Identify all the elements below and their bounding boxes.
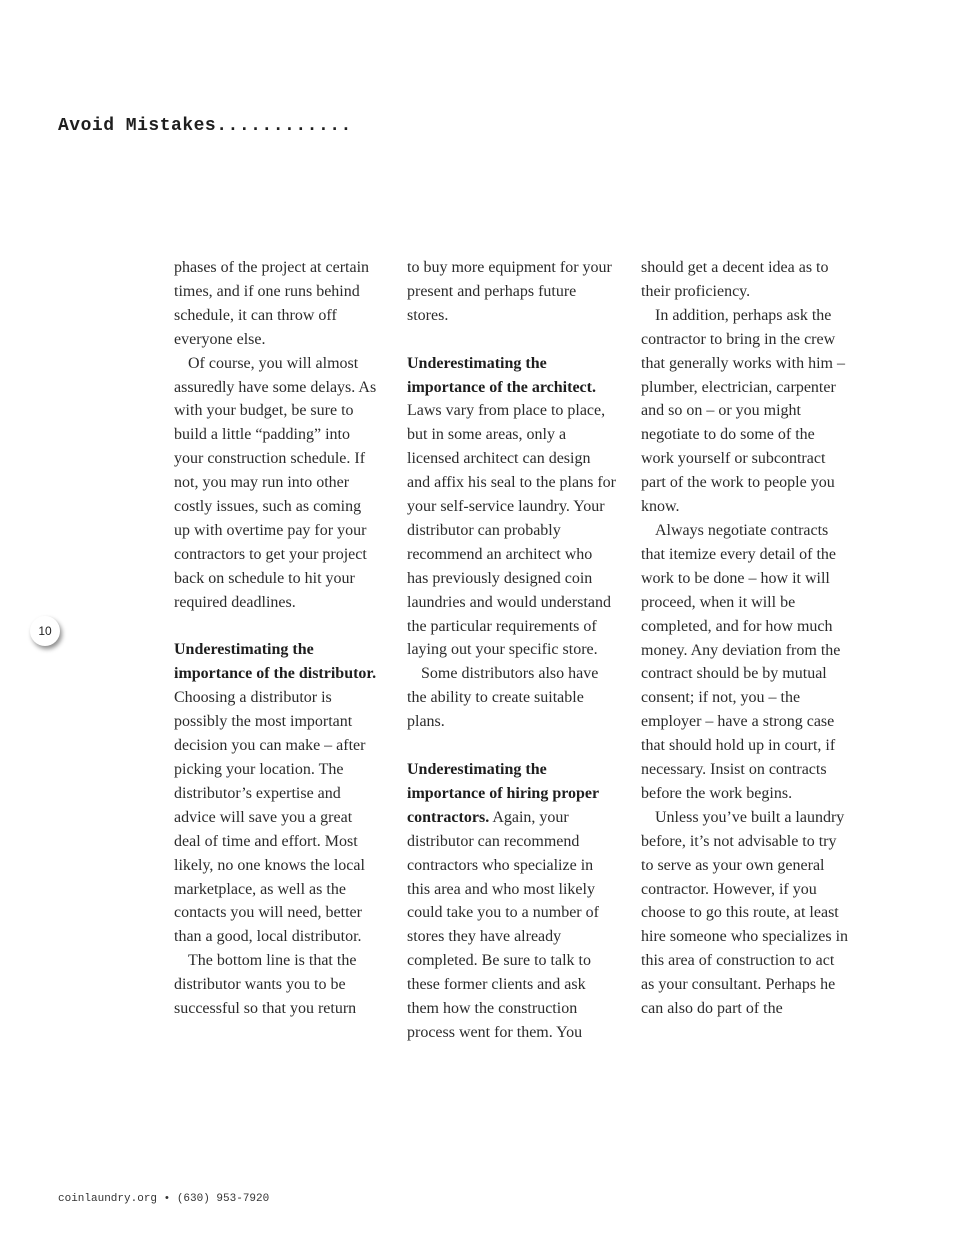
paragraph [174,638,379,686]
text-column-1 [174,256,379,1021]
subheading-architect: Underestimating the importance of the architect. [407,354,596,396]
paragraph: Some distributors also have the ability to create suitable plans. [407,665,599,731]
paragraph [407,758,617,1045]
paragraph-text: Again, your distributor can recommend contractors who specialize in this area and who most likely could take you to a number of stores they have already completed. Be sure to talk to these former clients and ask them how the construction process went for them. You [407,808,599,1041]
page-number-badge: 10 [30,616,60,646]
paragraph: to buy more equipment for your present and perhaps future stores. [407,259,612,324]
paragraph: phases of the project at certain times, and if one runs behind schedule, it can throw off everyone else. [174,259,370,348]
section-title: Avoid Mistakes............ [58,116,352,136]
subheading-contractors: Underestimating the importance of hiring proper contractors. [407,761,599,826]
footer-contact: coinlaundry.org • (630) 953-7920 [58,1193,270,1205]
paragraph: should get a decent idea as to their proficiency. [641,259,829,300]
text-column-2 [407,256,617,1045]
paragraph: The bottom line is that the distributor wants you to be successful so that you return [174,952,357,1018]
paragraph: In addition, perhaps ask the contractor to bring in the crew that generally works with him – plumber, electrician, carpenter and so on – or you might negotiate to do some of the work yourself or subcontract part of the work to people you know. [641,306,845,516]
paragraph: Of course, you will almost assuredly have some delays. As with your budget, be sure to build a little “padding” into your construction schedule. If not, you may run into other costly issues, such as coming up with overtime pay for your contractors to get your project back on schedule to hit your required deadlines. [174,354,377,611]
paragraph-text: Laws vary from place to place, but in some areas, only a licensed architect can design and affix his seal to the plans for your self-service laundry. Your distributor can probably recommend an architect who has previously designed coin laundries and would understand the particular requirements of laying out your specific store. [407,402,616,659]
subheading-distributor: Underestimating the importance of the distributor. [174,641,377,683]
paragraph: Choosing a distributor is possibly the most important decision you can make – after picking your location. The distributor’s expertise and advice will save you a great deal of time and effort. Most likely, no one knows the local marketplace, as well as the contacts you will need, better than a good, local distributor. [174,689,366,946]
paragraph: Unless you’ve built a laundry before, it’s not advisable to try to serve as your own general contractor. However, if you choose to go this route, at least hire someone who specializes in this area of construction to act as your consultant. Perhaps he can also do part of the [641,808,849,1018]
paragraph: Always negotiate contracts that itemize every detail of the work to be done – how it will proceed, when it will be completed, and for how much money. Any deviation from the contract should be by mutual consent; if not, you – the employer – have a strong case that should hold up in court, if necessary. Insist on contracts before the work begins. [641,521,841,802]
paragraph [407,352,617,663]
text-column-3 [641,256,851,1021]
